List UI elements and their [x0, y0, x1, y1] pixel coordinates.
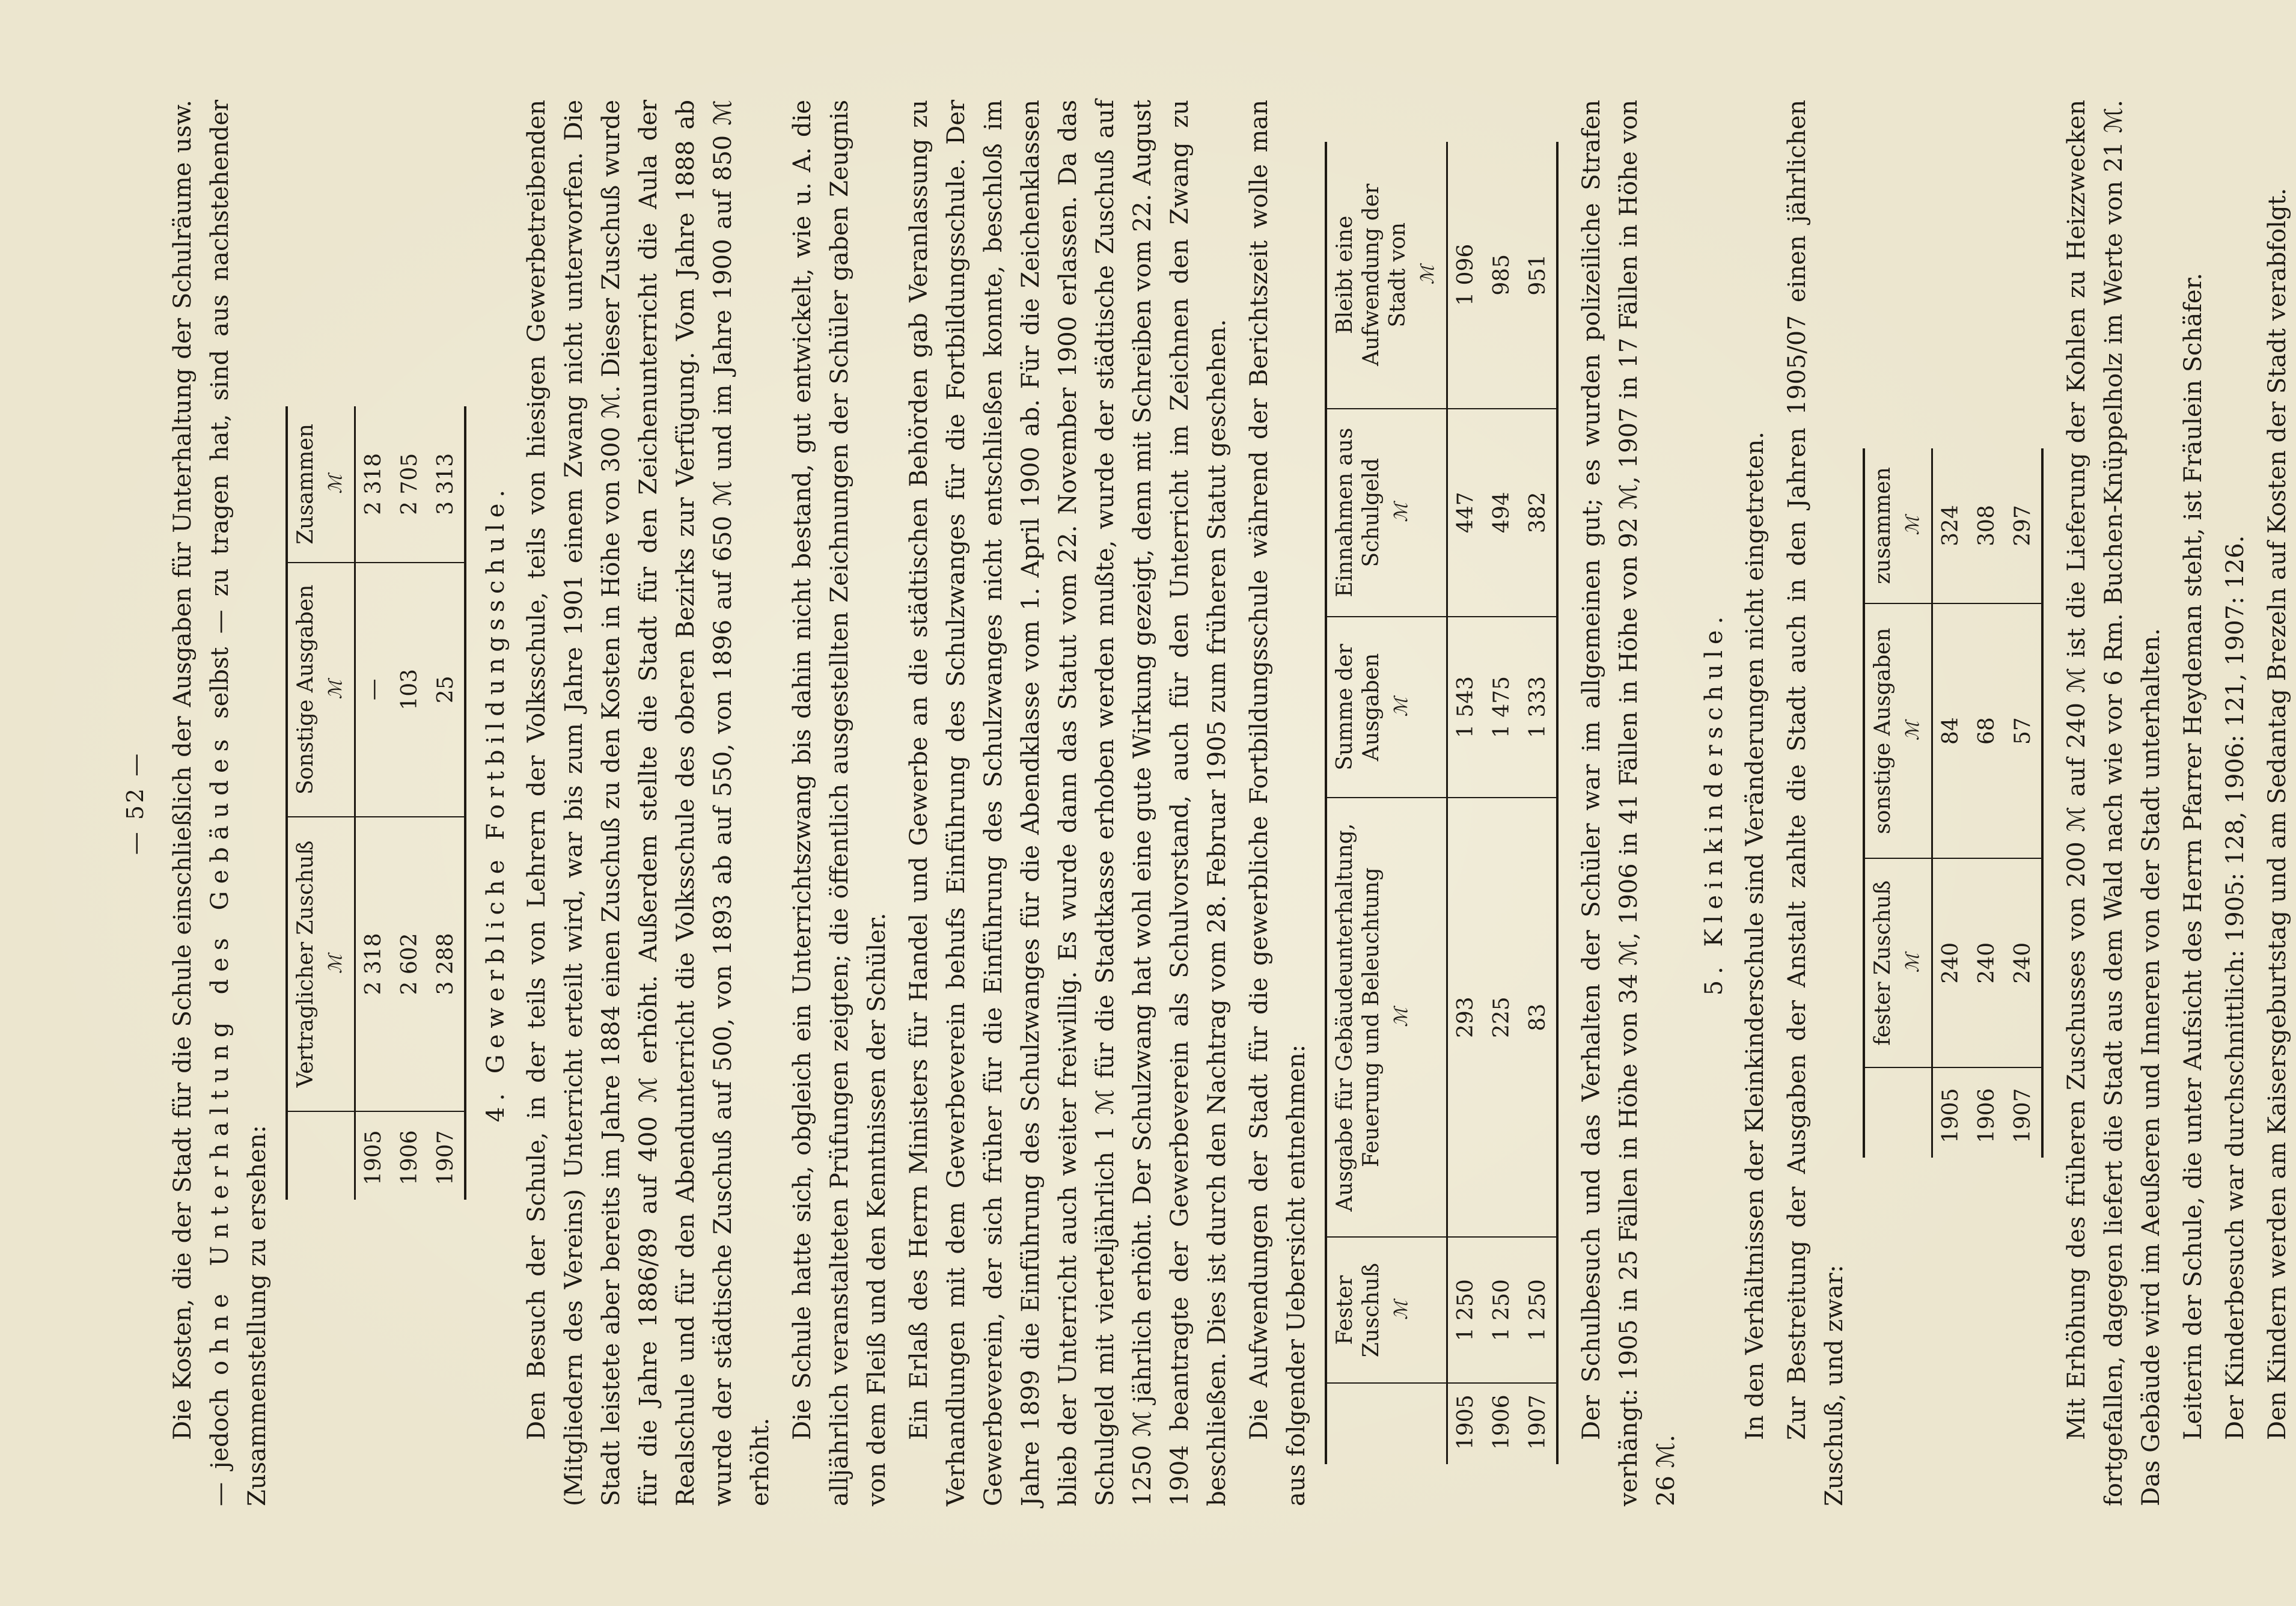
table-row: 1907 1 250 83 1 333 382 951: [1520, 142, 1557, 1464]
table3-header: [1864, 1067, 1932, 1158]
table-row: 1906 1 250 225 1 475 494 985: [1484, 142, 1520, 1464]
table-row: 1907 3 288 25 3 313: [428, 406, 465, 1200]
table1-header: Vertraglicher Zuschuß ℳ: [287, 817, 355, 1111]
table3-header: sonstige Ausgaben ℳ: [1864, 603, 1932, 858]
table3-header: zusammen ℳ: [1864, 448, 1932, 603]
discipline-paragraph: Der Schulbesuch und das Verhalten der Schüler war im allgemeinen gut; es wurden polizeiliche Strafen verhängt: 1905 in 25 Fällen in Höhe von 34 ℳ, 1906 in 41 Fällen in Höhe von 92 ℳ, 1907 in 17 Fällen in Höhe von 26 ℳ.: [1578, 100, 1680, 1506]
closing-paragraph-2: Leiterin der Schule, die unter Aufsicht des Herrn Pfarrer Heydeman steht, ist Fräulein Schäfer.: [2179, 272, 2207, 1440]
table3-header: fester Zuschuß ℳ: [1864, 858, 1932, 1067]
table1-header: [287, 1111, 355, 1200]
intro-text-a: Die Kosten, die der Stadt für die Schule einschließlich der Ausgaben für Unterhaltung der Schulräume usw. — jedoch: [169, 100, 234, 1506]
table2-header: Summe der Ausgaben ℳ: [1326, 617, 1447, 798]
table-row: 1907 240 57 297: [2005, 448, 2042, 1158]
closing-paragraph-1: Mit Erhöhung des früheren Zuschusses von 200 ℳ auf 240 ℳ ist die Lieferung der Kohlen zu Heizzwecken fortgefallen, dagegen liefert die Stadt aus dem Wald nach wie vor 6 Rm. Buchen-Knüppelholz im Werte von 21 ℳ. Das Gebäude wird im Aeußeren und Inneren von der Stadt unterhalten.: [2063, 100, 2165, 1506]
intro-text-b: selbst — zu tragen hat, sind aus nachstehender Zusammenstellung zu ersehen:: [206, 99, 271, 1506]
table-row: 1906 240 68 308: [1969, 448, 2005, 1158]
costs-table-2: [1325, 142, 1559, 1464]
section-4-paragraph-2: Die Schule hatte sich, obgleich ein Unterrichtszwang bis dahin nicht bestand, gut entwickelt, wie u. A. die alljährlich veranstalteten Prüfungen zeigten; die öffentlich ausgestellten Zeichnungen der Schüler gaben Zeugnis von dem Fleiß und den Kenntnissen der Schüler.: [789, 100, 891, 1506]
costs-table-1: [285, 406, 466, 1200]
closing-paragraph-3: Der Kinderbesuch war durchschnittlich: 1905: 128, 1906: 121, 1907: 126.: [2221, 535, 2249, 1440]
intro-spaced-text: ohne Unterhaltung des Gebäudes: [206, 731, 234, 1375]
table-row: 1905 240 84 324: [1932, 448, 1970, 1158]
page-number: — 52 —: [122, 751, 148, 855]
closing-paragraph-4: Den Kindern werden am Kaisersgeburtstag und am Sedantag Brezeln auf Kosten der Stadt verabfolgt.: [2264, 188, 2291, 1440]
table2-header: Bleibt eine Aufwendung der Stadt von ℳ: [1326, 142, 1447, 409]
table2-header: Einnahmen aus Schulgeld ℳ: [1326, 409, 1447, 617]
table-row: 1906 2 602 103 2 705: [392, 406, 428, 1200]
section-4-title: 4. Gewerbliche Fortbildungsschule.: [482, 483, 510, 1123]
table1-header: Zusammen ℳ: [287, 406, 355, 563]
table2-header: Fester Zuschuß ℳ: [1326, 1237, 1447, 1383]
table-row: 1905 1 250 293 1 543 447 1 096: [1447, 142, 1485, 1464]
section-5-paragraph-1: In den Verhältnissen der Kleinkinderschule sind Veränderungen nicht eingetreten.: [1741, 432, 1769, 1440]
section-4-paragraph-4: Die Aufwendungen der Stadt für die gewerbliche Fortbildungsschule während der Berichtszeit wolle man aus folgender Uebersicht entnehmen:: [1245, 100, 1310, 1506]
table-row: 1905 2 318 — 2 318: [355, 406, 392, 1200]
section-5-title: 5. Kleinkinderschule.: [1700, 610, 1728, 996]
intro-paragraph: [164, 100, 276, 1506]
costs-table-3: [1863, 448, 2044, 1158]
section-4-paragraph-3: Ein Erlaß des Herrn Ministers für Handel und Gewerbe an die städtischen Behörden gab Veranlassung zu Verhandlungen mit dem Gewerbeverein behufs Einführung des Schulzwanges für die Fortbildungsschule. Der Gewerbeverein, der sich früher für die Einführung des Schulzwanges nicht entschließen konnte, beschloß im Jahre 1899 die Einführung des Schulzwanges für die Abendklasse vom 1. April 1900 ab. Für die Zeichenklassen blieb der Unterricht auch weiter freiwillig. Es wurde dann das Statut vom 22. November 1900 erlassen. Da das Schulgeld mit vierteljährlich 1 ℳ für die Stadtkasse erhoben werden mußte, wurde der städtische Zuschuß auf 1250 ℳ jährlich erhöht. Der Schulzwang hat wohl eine gute Wirkung gezeigt, denn mit Schreiben vom 22. August 1904 beantragte der Gewerbeverein als Schulvorstand, auch für den Unterricht im Zeichnen den Zwang zu beschließen. Dies ist durch den Nachtrag vom 28. Februar 1905 zum früheren Statut geschehen.: [905, 100, 1231, 1506]
table1-header: Sonstige Ausgaben ℳ: [287, 563, 355, 817]
table2-header: [1326, 1383, 1447, 1464]
section-4-paragraph-1: Den Besuch der Schule, in der teils von Lehrern der Volksschule, teils von hiesigen Gewerbetreibenden (Mitgliedern des Vereins) Unterricht erteilt wird, war bis zum Jahre 1901 einem Zwang nicht unterworfen. Die Stadt leistete aber bereits im Jahre 1884 einen Zuschuß zu den Kosten in Höhe von 300 ℳ. Dieser Zuschuß wurde für die Jahre 1886/89 auf 400 ℳ erhöht. Außerdem stellte die Stadt für den Zeichenunterricht die Aula der Realschule und für den Abendunterricht die Volksschule des oberen Bezirks zur Verfügung. Vom Jahre 1888 ab wurde der städtische Zuschuß auf 500, von 1893 ab auf 550, von 1896 auf 650 ℳ und im Jahre 1900 auf 850 ℳ erhöht.: [523, 100, 774, 1506]
rotated-text-block: [98, 46, 2291, 1560]
table2-header: Ausgabe für Gebäudeunterhaltung, Feuerung und Beleuchtung ℳ: [1326, 798, 1447, 1237]
section-5-paragraph-2: Zur Bestreitung der Ausgaben der Anstalt zahlte die Stadt auch in den Jahren 1905/07 einen jährlichen Zuschuß, und zwar:: [1783, 100, 1848, 1506]
